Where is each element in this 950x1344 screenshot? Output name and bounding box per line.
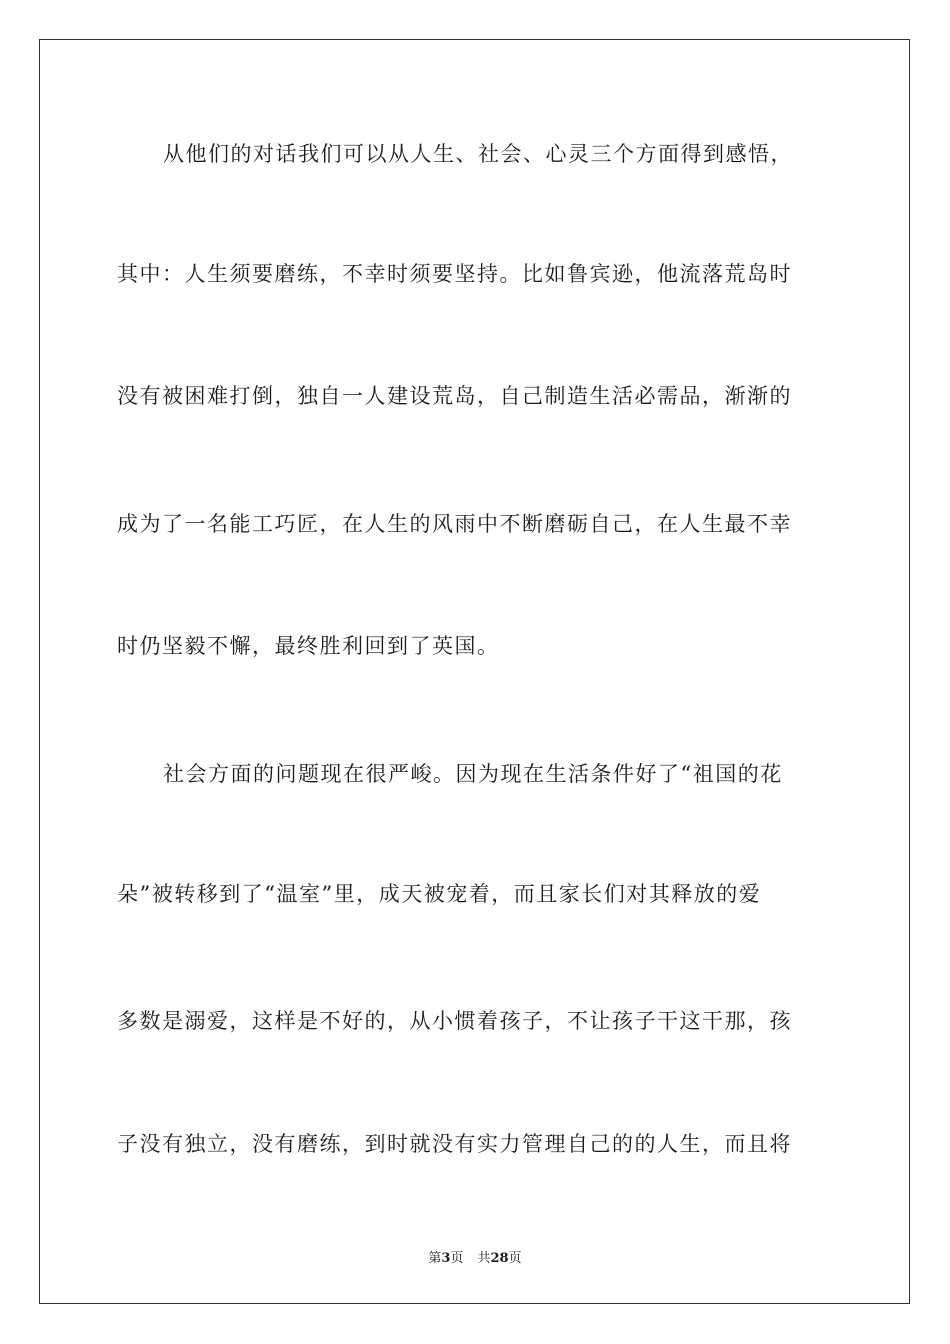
paragraph-1-line-1: 从他们的对话我们可以从人生、社会、心灵三个方面得到感悟，	[163, 142, 793, 166]
paragraph-2-line-3: 多数是溺爱，这样是不好的，从小惯着孩子，不让孩子干这干那，孩	[117, 1009, 792, 1033]
paragraph-2-line-4: 子没有独立，没有磨练，到时就没有实力管理自己的的人生，而且将	[117, 1132, 792, 1156]
page-border	[39, 39, 910, 1304]
paragraph-1-line-3: 没有被困难打倒，独自一人建设荒岛，自己制造生活必需品，渐渐的	[117, 384, 792, 408]
total-pages-prefix: 共	[477, 1251, 491, 1266]
paragraph-1-line-4: 成为了一名能工巧匠，在人生的风雨中不断磨砺自己，在人生最不幸	[117, 512, 792, 536]
total-pages-suffix: 页	[508, 1251, 522, 1266]
paragraph-1-line-2: 其中：人生须要磨练，不幸时须要坚持。比如鲁宾逊，他流落荒岛时	[117, 262, 792, 286]
page-footer	[0, 1247, 950, 1266]
total-pages-number: 28	[490, 1251, 509, 1266]
page-number-suffix: 页	[450, 1251, 464, 1266]
paragraph-2-line-2: 朵”被转移到了“温室”里，成天被宠着，而且家长们对其释放的爱	[117, 882, 762, 906]
page-number-prefix: 第	[428, 1251, 442, 1266]
paragraph-1-line-5: 时仍坚毅不懈，最终胜利回到了英国。	[117, 634, 500, 658]
current-page-number: 3	[441, 1251, 451, 1266]
paragraph-2-line-1: 社会方面的问题现在很严峻。因为现在生活条件好了“祖国的花	[163, 762, 783, 786]
